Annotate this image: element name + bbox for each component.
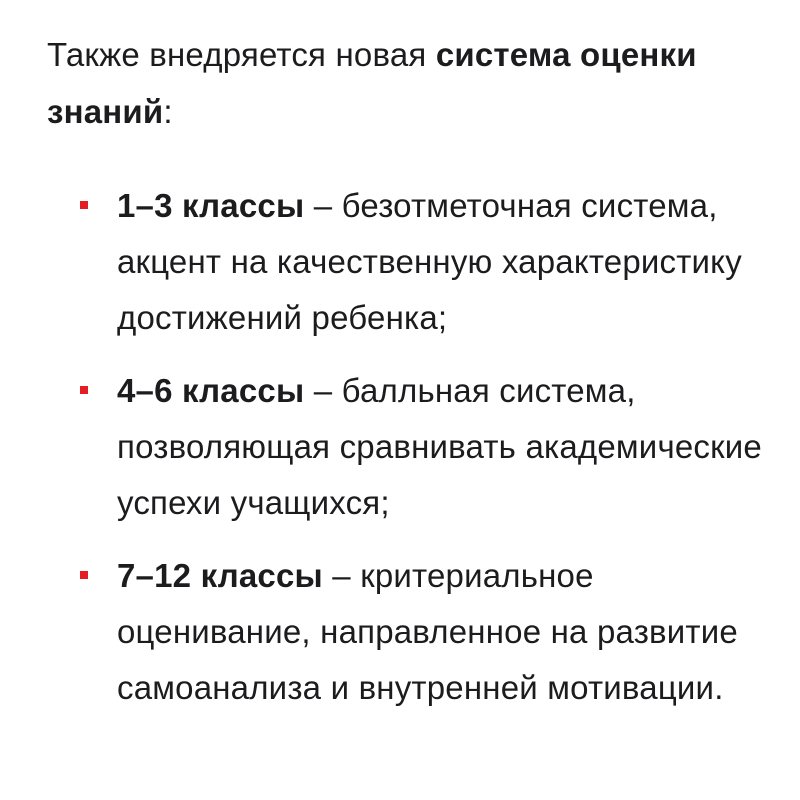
grade-title: 7–12 классы bbox=[117, 557, 323, 594]
grade-list bbox=[47, 178, 767, 716]
grade-description: – безотметочная система, акцент на качественную характеристику достижений ребенка; bbox=[117, 187, 742, 336]
intro-text: Также внедряется новая bbox=[47, 36, 436, 73]
list-item bbox=[47, 548, 767, 716]
list-item bbox=[47, 178, 767, 346]
bullet-square-icon bbox=[80, 386, 88, 394]
grade-description: – балльная система, позволяющая сравнивать академические успехи учащихся; bbox=[117, 372, 762, 521]
bullet-square-icon bbox=[80, 201, 88, 209]
article-body bbox=[47, 26, 767, 733]
grade-title: 4–6 классы bbox=[117, 372, 305, 409]
bullet-square-icon bbox=[80, 571, 88, 579]
grade-title: 1–3 классы bbox=[117, 187, 305, 224]
list-item bbox=[47, 363, 767, 531]
grade-description: – критериальное оценивание, направленное на развитие самоанализа и внутренней мотивации. bbox=[117, 557, 738, 706]
intro-colon: : bbox=[163, 93, 173, 130]
intro-bold-text: система оценки знаний bbox=[47, 36, 697, 130]
intro-paragraph bbox=[47, 26, 767, 140]
